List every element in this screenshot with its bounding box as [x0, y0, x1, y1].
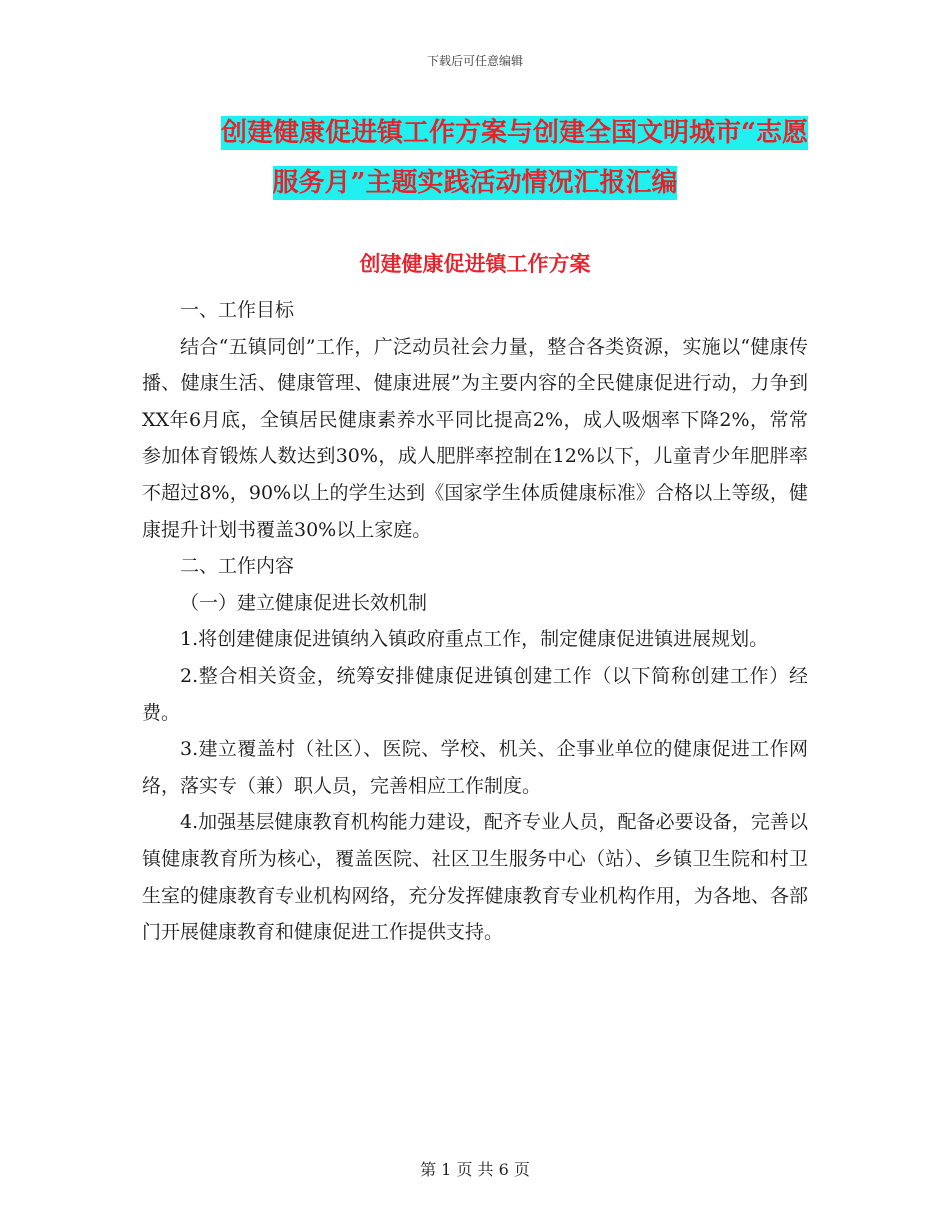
header-note: 下载后可任意编辑: [426, 54, 523, 68]
list-item-1: 1.将创建健康促进镇纳入镇政府重点工作，制定健康促进镇进展规划。: [180, 628, 769, 651]
list-item-2: 2.整合相关资金，统筹安排健康促进镇创建工作（以下简称创建工作）经费。: [142, 664, 808, 724]
document-body: [142, 292, 808, 951]
heading-work-goal: 一、工作目标: [180, 299, 295, 321]
heading-work-content: 二、工作内容: [180, 555, 295, 578]
page-number: 第 1 页 共 6 页: [420, 1160, 530, 1179]
list-item-3: 3.建立覆盖村（社区）、医院、学校、机关、企事业单位的健康促进工作网络，落实专（兼）职人员，完善相应工作制度。: [142, 738, 808, 797]
main-title-line-1: [142, 108, 808, 158]
subheading-mechanism: （一）建立健康促进长效机制: [180, 591, 428, 614]
main-title-line-2-text: 服务月”主题实践活动情况汇报汇编: [272, 168, 678, 198]
section-title: 创建健康促进镇工作方案: [359, 251, 591, 276]
paragraph-goal: 结合“五镇同创”工作，广泛动员社会力量，整合各类资源，实施以“健康传播、健康生活、健康管理、健康进展”为主要内容的全民健康促进行动，力争到XX年6月底，全镇居民健康素养水平同比提高2%，成人吸烟率下降2%，常常参加体育锻炼人数达到30%，成人肥胖率控制在12%以下，儿童青少年肥胖率不超过8%，90%以上的学生达到《国家学生体质健康标准》合格以上等级，健康提升计划书覆盖30%以上家庭。: [142, 335, 808, 541]
main-title-line-2: [142, 158, 808, 208]
main-title-line-1-text: 创建健康促进镇工作方案与创建全国文明城市“志愿: [221, 118, 808, 148]
document-main-title: [142, 108, 808, 208]
list-item-4: 4.加强基层健康教育机构能力建设，配齐专业人员，配备必要设备，完善以镇健康教育所为核心，覆盖医院、社区卫生服务中心（站）、乡镇卫生院和村卫生室的健康教育专业机构网络，充分发挥健康教育专业机构作用，为各地、各部门开展健康教育和健康促进工作提供支持。: [142, 811, 808, 944]
